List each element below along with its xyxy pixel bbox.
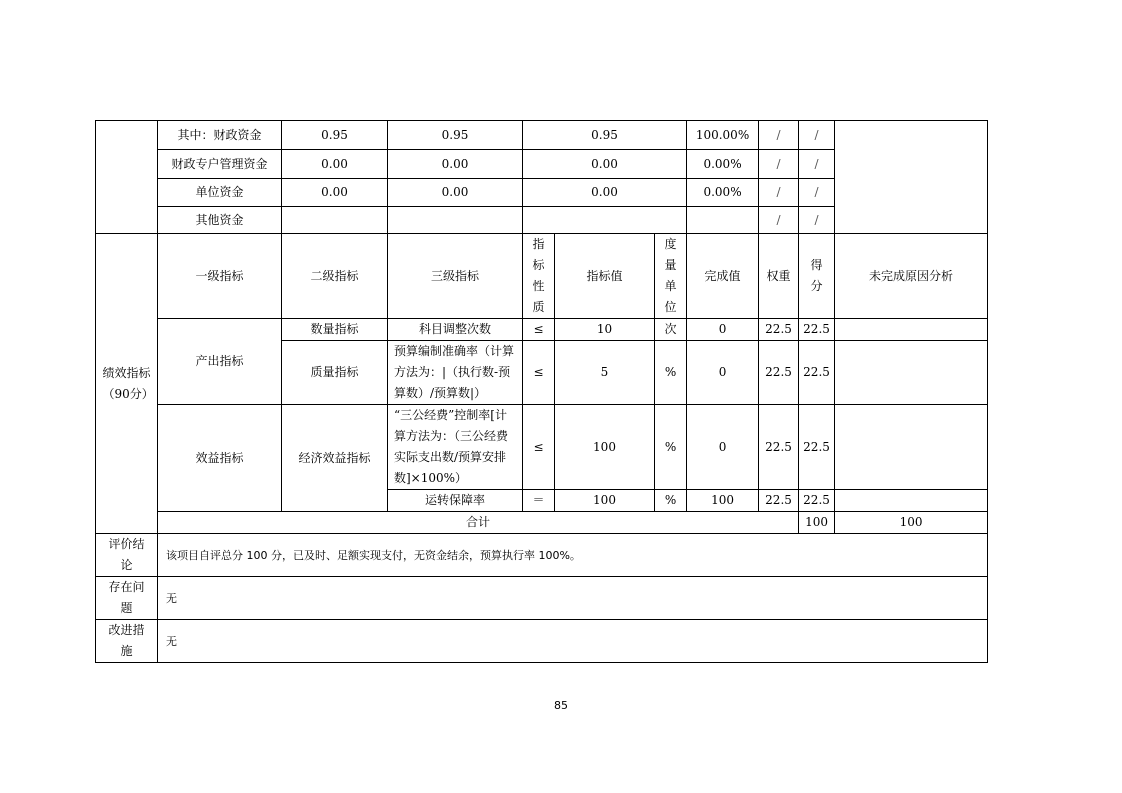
fund-name: 其中：财政资金 — [158, 121, 282, 150]
level3-cell: “三公经费”控制率[计算方法为：（三公经费实际支出数/预算安排数]×100%） — [388, 405, 523, 490]
value-cell: 100 — [555, 405, 655, 490]
total-label: 合计 — [158, 512, 799, 534]
fund-rate: 0.00% — [687, 179, 759, 207]
header-level1: 一级指标 — [158, 234, 282, 319]
level3-cell: 预算编制准确率（计算方法为：|（执行数-预算数）/预算数|） — [388, 341, 523, 405]
output-label: 产出指标 — [158, 319, 282, 405]
done-cell: 100 — [687, 490, 759, 512]
nature-cell: ≤ — [523, 319, 555, 341]
funds-blank-right — [835, 121, 988, 234]
total-score: 100 — [835, 512, 988, 534]
done-cell: 0 — [687, 405, 759, 490]
weight-cell: 22.5 — [759, 319, 799, 341]
level2-cell: 经济效益指标 — [282, 405, 388, 512]
done-cell: 0 — [687, 341, 759, 405]
value-cell: 100 — [555, 490, 655, 512]
fund-value: 0.00 — [523, 179, 687, 207]
header-level2: 二级指标 — [282, 234, 388, 319]
header-done: 完成值 — [687, 234, 759, 319]
header-value: 指标值 — [555, 234, 655, 319]
header-nature: 指标性质 — [523, 234, 555, 319]
score-cell: 22.5 — [799, 405, 835, 490]
fund-name: 单位资金 — [158, 179, 282, 207]
reason-cell — [835, 341, 988, 405]
indicator-header-row — [96, 234, 988, 319]
funds-blank-cell — [96, 121, 158, 234]
fund-rate: 0.00% — [687, 150, 759, 179]
conclusion-text: 该项目自评总分 100 分，已及时、足额实现支付，无资金结余，预算执行率 100%。 — [158, 534, 988, 577]
table-row — [96, 121, 988, 150]
unit-cell: % — [655, 490, 687, 512]
nature-cell: ≤ — [523, 405, 555, 490]
fund-score: / — [799, 121, 835, 150]
fund-weight: / — [759, 207, 799, 234]
weight-cell: 22.5 — [759, 405, 799, 490]
level2-cell: 质量指标 — [282, 341, 388, 405]
total-row — [96, 512, 988, 534]
conclusion-row — [96, 534, 988, 577]
problems-row — [96, 577, 988, 620]
performance-table — [95, 120, 988, 663]
fund-rate — [687, 207, 759, 234]
header-unit: 度量单位 — [655, 234, 687, 319]
fund-weight: / — [759, 121, 799, 150]
fund-value: 0.95 — [523, 121, 687, 150]
fund-value: 0.00 — [388, 150, 523, 179]
score-cell: 22.5 — [799, 341, 835, 405]
fund-value: 0.00 — [282, 150, 388, 179]
page-number: 85 — [554, 699, 568, 712]
conclusion-label: 评价结论 — [96, 534, 158, 577]
fund-value — [282, 207, 388, 234]
fund-value — [388, 207, 523, 234]
level3-cell: 科目调整次数 — [388, 319, 523, 341]
reason-cell — [835, 490, 988, 512]
effect-label: 效益指标 — [158, 405, 282, 512]
score-cell: 22.5 — [799, 319, 835, 341]
fund-value: 0.95 — [388, 121, 523, 150]
table-row — [96, 405, 988, 490]
unit-cell: % — [655, 405, 687, 490]
nature-cell: ≤ — [523, 341, 555, 405]
fund-value: 0.00 — [388, 179, 523, 207]
header-weight: 权重 — [759, 234, 799, 319]
section-label: 绩效指标（90分） — [96, 234, 158, 534]
table-row — [96, 319, 988, 341]
fund-name: 财政专户管理资金 — [158, 150, 282, 179]
fund-name: 其他资金 — [158, 207, 282, 234]
fund-value: 0.00 — [523, 150, 687, 179]
weight-cell: 22.5 — [759, 490, 799, 512]
problems-label: 存在问题 — [96, 577, 158, 620]
value-cell: 5 — [555, 341, 655, 405]
fund-value: 0.00 — [282, 179, 388, 207]
reason-cell — [835, 405, 988, 490]
header-level3: 三级指标 — [388, 234, 523, 319]
done-cell: 0 — [687, 319, 759, 341]
header-reason: 未完成原因分析 — [835, 234, 988, 319]
total-weight: 100 — [799, 512, 835, 534]
fund-rate: 100.00% — [687, 121, 759, 150]
level2-cell: 数量指标 — [282, 319, 388, 341]
weight-cell: 22.5 — [759, 341, 799, 405]
value-cell: 10 — [555, 319, 655, 341]
unit-cell: 次 — [655, 319, 687, 341]
fund-value: 0.95 — [282, 121, 388, 150]
fund-weight: / — [759, 150, 799, 179]
reason-cell — [835, 319, 988, 341]
fund-weight: / — [759, 179, 799, 207]
score-cell: 22.5 — [799, 490, 835, 512]
measures-row — [96, 620, 988, 663]
fund-value — [523, 207, 687, 234]
header-score: 得分 — [799, 234, 835, 319]
fund-score: / — [799, 179, 835, 207]
problems-text: 无 — [158, 577, 988, 620]
fund-score: / — [799, 207, 835, 234]
nature-cell: ＝ — [523, 490, 555, 512]
measures-label: 改进措施 — [96, 620, 158, 663]
measures-text: 无 — [158, 620, 988, 663]
level3-cell: 运转保障率 — [388, 490, 523, 512]
unit-cell: % — [655, 341, 687, 405]
fund-score: / — [799, 150, 835, 179]
